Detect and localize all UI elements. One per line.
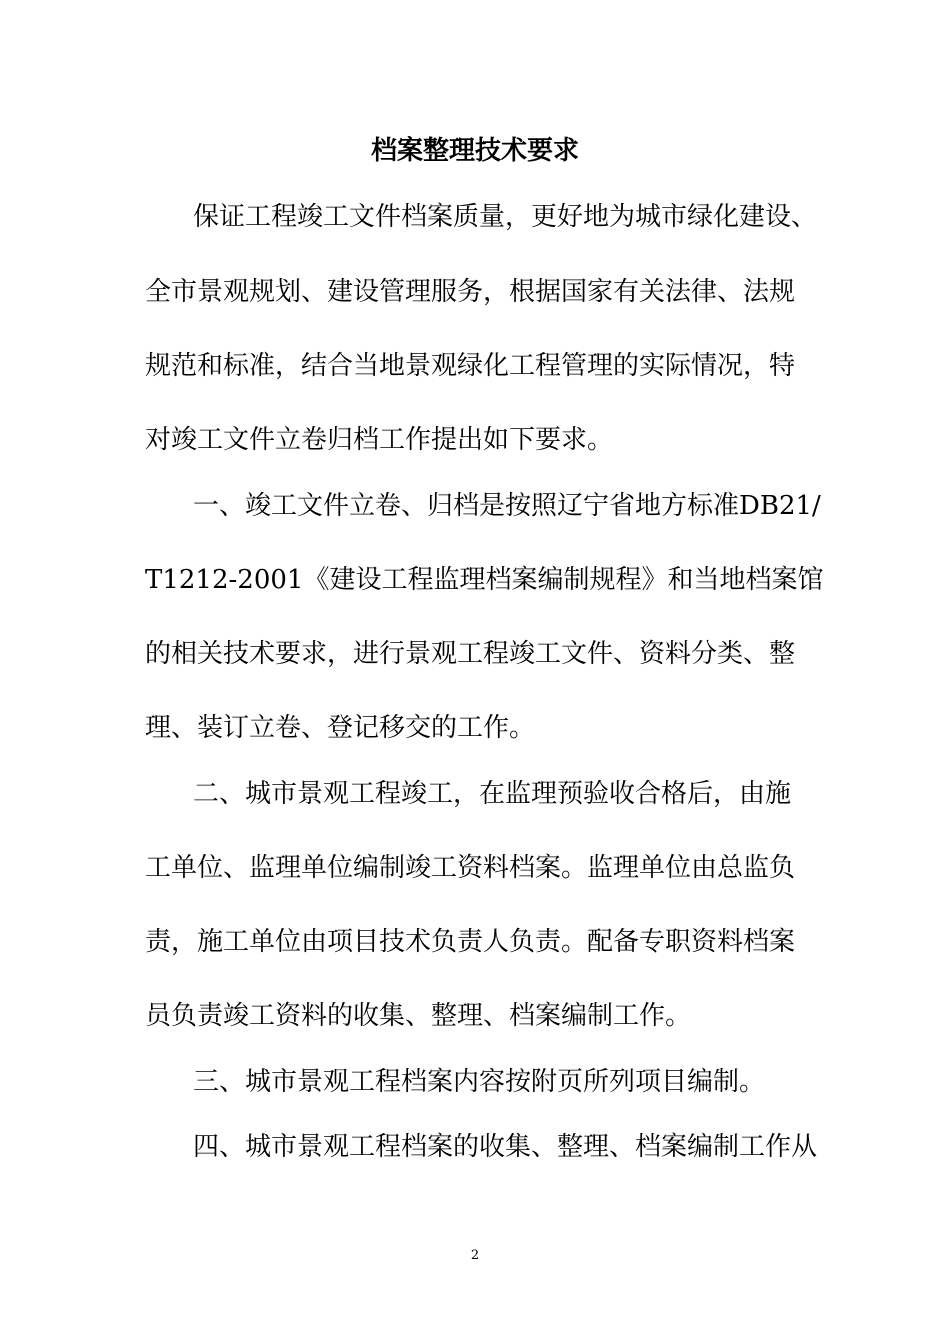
text-line: 二、城市景观工程竣工，在监理预验收合格后，由施: [193, 779, 792, 809]
text-line: 理、装订立卷、登记移交的工作。: [145, 713, 536, 743]
text-line: 规范和标准，结合当地景观绿化工程管理的实际情况，特: [145, 351, 796, 381]
text-line: 保证工程竣工文件档案质量，更好地为城市绿化建设、: [193, 202, 818, 232]
text-line: 三、城市景观工程档案内容按附页所列项目编制。: [193, 1067, 766, 1097]
text-line: 对竣工文件立卷归档工作提出如下要求。: [145, 425, 614, 455]
text-line: 一、竣工文件立卷、归档是按照辽宁省地方标准DB21/: [193, 491, 821, 521]
text-line: 员负责竣工资料的收集、整理、档案编制工作。: [145, 1001, 692, 1031]
text-line: 的相关技术要求，进行景观工程竣工文件、资料分类、整: [145, 639, 796, 669]
text-line: 全市景观规划、建设管理服务，根据国家有关法律、法规: [145, 277, 796, 307]
text-line: 四、城市景观工程档案的收集、整理、档案编制工作从: [193, 1132, 818, 1162]
text-line: 责，施工单位由项目技术负责人负责。配备专职资料档案: [145, 927, 796, 957]
document-title: 档案整理技术要求: [370, 136, 579, 166]
text-line: T1212-2001《建设工程监理档案编制规程》和当地档案馆: [145, 565, 824, 595]
text-line: 工单位、监理单位编制竣工资料档案。监理单位由总监负: [145, 853, 796, 883]
page-number: 2: [470, 1248, 480, 1263]
